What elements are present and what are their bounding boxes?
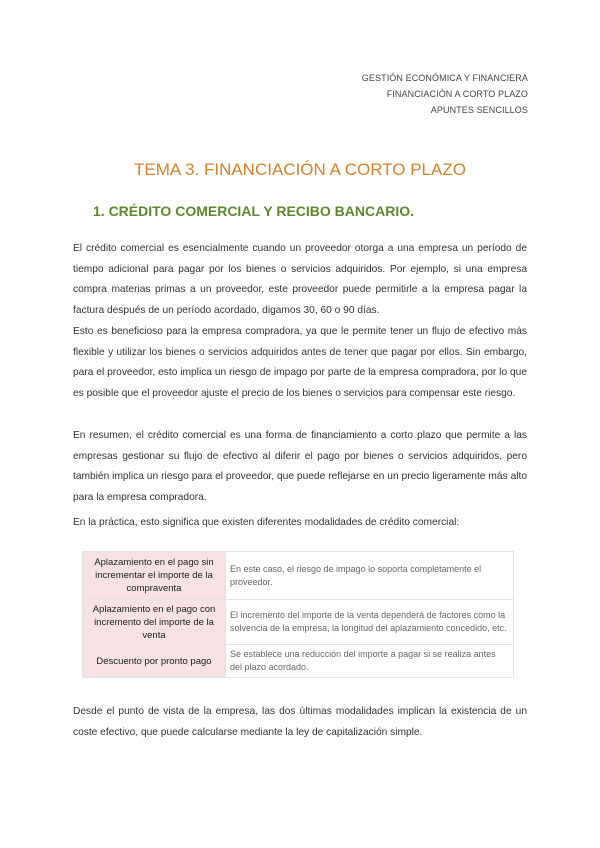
modality-cell: Aplazamiento en el pago con incremento del importe de la venta (83, 600, 226, 645)
table-row (83, 645, 514, 678)
modalities-table (82, 551, 514, 678)
paragraph-definition: El crédito comercial es esencialmente cuando un proveedor otorga a una empresa un período de tiempo adicional para pagar por los bienes o servicios adquiridos. Por ejemplo, si una empresa compra materias primas a un proveedor, este proveedor puede permitirle a la empresa pagar la factura después de un período acordado, digamos 30, 60 o 90 días. (73, 243, 527, 316)
header-notes-label: APUNTES SENCILLOS (430, 105, 528, 115)
modality-cell: Aplazamiento en el pago sin incrementar el importe de la compraventa (83, 552, 226, 600)
document-header (362, 70, 528, 118)
paragraph-effective-cost: Desde el punto de vista de la empresa, las dos últimas modalidades implican la existencia de un coste efectivo, que puede calcularse mediante la ley de capitalización simple. (73, 706, 527, 738)
header-subject: GESTIÓN ECONÓMICA Y FINANCIERA (361, 73, 528, 83)
table-row (83, 600, 514, 645)
description-cell: En este caso, el riesgo de impago lo soporta completamente el proveedor. (226, 552, 514, 600)
table-row (83, 552, 514, 600)
page-title: TEMA 3. FINANCIACIÓN A CORTO PLAZO (134, 160, 466, 179)
paragraph-summary: En resumen, el crédito comercial es una forma de financiamiento a corto plazo que permite a las empresas gestionar su flujo de efectivo al diferir el pago por bienes o servicios adquiridos, pero también implica un riesgo para el proveedor, que puede reflejarse en un precio ligeramente más alto para la empresa compradora. (73, 430, 527, 503)
modality-cell: Descuento por pronto pago (83, 645, 226, 678)
section-heading: 1. CRÉDITO COMERCIAL Y RECIBO BANCARIO. (93, 203, 415, 219)
paragraph-benefits: Esto es beneficioso para la empresa compradora, ya que le permite tener un flujo de efectivo más flexible y utilizar los bienes o servicios adquiridos antes de tener que pagar por ellos. Sin embargo, para el proveedor, esto implica un riesgo de impago por parte de la empresa compradora, por lo que es posible que el proveedor ajuste el precio de los bienes o servicios para compensar este riesgo. (73, 326, 527, 399)
paragraph-modalities-intro: En la práctica, esto significa que existen diferentes modalidades de crédito comercial: (73, 517, 460, 528)
header-topic: FINANCIACIÓN A CORTO PLAZO (386, 89, 528, 99)
description-cell: El incremento del importe de la venta dependerá de factores como la solvencia de la empresa, la longitud del aplazamiento concedido, etc. (226, 600, 514, 645)
description-cell: Se establece una reducción del importe a pagar si se realiza antes del plazo acordado. (226, 645, 514, 678)
